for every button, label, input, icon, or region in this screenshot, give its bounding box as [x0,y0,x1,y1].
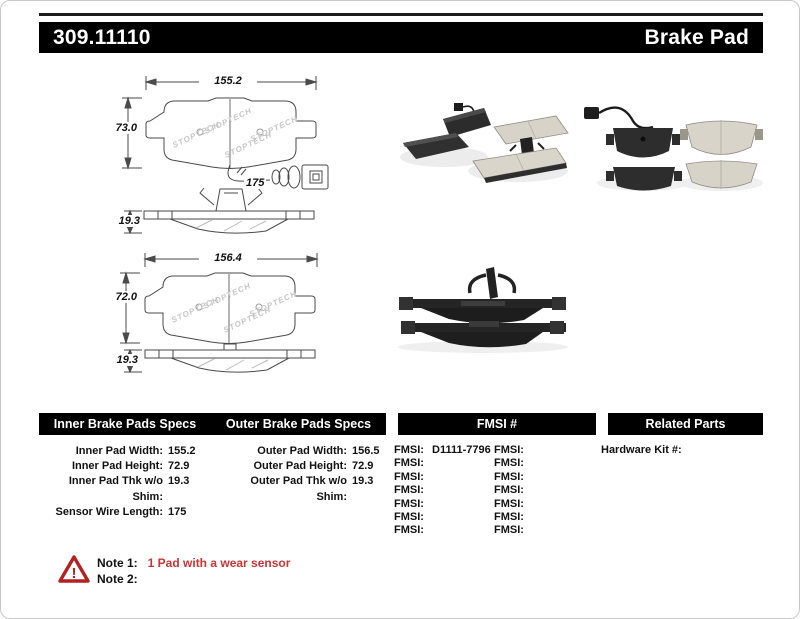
table-row [494,484,594,497]
inner-height-dim: 73.0 [97,122,139,134]
fmsi-label: FMSI: [494,511,524,524]
sensor-wire [599,108,653,129]
watermark-text: STOPTECH [222,304,273,335]
fmsi-label: FMSI: [494,497,524,510]
exclamation-glyph: ! [71,565,77,582]
fmsi-label: FMSI: [394,511,424,524]
watermark-text: STOPTECH [248,288,299,319]
spec-label: Sensor Wire Length: [55,505,163,518]
watermark-text: STOPTECH [223,129,274,160]
note-1-label: Note 1: [97,556,138,570]
watermark-text: STOPTECH [249,113,300,144]
fmsi-label: FMSI: [394,457,424,470]
table-row [394,444,494,457]
sensor-connector [302,165,328,189]
inner-width-dim: 155.2 [199,75,257,87]
table-row [494,511,594,524]
fmsi-column-2 [494,444,594,538]
page-title: Brake Pad [644,25,749,49]
fmsi-label: FMSI: [494,484,524,497]
outer-width-dim: 156.4 [199,252,257,264]
inner-specs-table [39,444,196,520]
watermark-text: STOPTECH [171,119,222,150]
fmsi-table [394,444,594,538]
table-row [394,524,494,537]
fmsi-label: FMSI: [394,524,424,537]
fmsi-label: FMSI: [394,497,424,510]
sensor-plug [454,103,463,111]
watermark-text: STOPTECH [170,294,221,325]
part-number: 309.11110 [53,25,151,49]
table-row [394,511,494,524]
table-row [494,471,594,484]
table-row [221,474,380,504]
spec-value: 19.3 [352,475,374,488]
related-parts-table [601,444,682,456]
note-1-text: 1 Pad with a wear sensor [147,556,291,570]
sensor-plug [584,107,599,119]
header-bar [39,22,763,53]
fmsi-label: FMSI: [494,524,524,537]
table-row [221,459,380,474]
spec-value: 19.3 [168,475,190,488]
outer-specs-table [221,444,380,505]
table-row [394,498,494,511]
note-1 [97,556,290,570]
spec-label: Outer Pad Width: [257,445,347,457]
table-row [394,457,494,470]
spec-label: Inner Pad Height: [71,460,163,473]
note-2 [97,572,148,586]
table-row [221,444,380,459]
note-2-label: Note 2: [97,572,138,586]
table-row [494,457,594,470]
inner-specs-header: Inner Brake Pads Specs [39,413,211,435]
table-row [39,505,196,520]
spec-label: Outer Pad Thk w/o Shim: [250,475,347,503]
table-row [39,444,196,459]
outer-thickness-dim: 19.3 [100,354,140,366]
table-row [494,498,594,511]
table-row [39,474,196,504]
fmsi-label: FMSI: [394,470,424,483]
table-row [394,471,494,484]
fmsi-label: FMSI: [494,457,524,470]
fmsi-value: D1111-7796 [432,444,491,456]
spec-value: 72.9 [168,460,190,473]
table-row [494,444,594,457]
pad-clip [486,267,498,299]
watermark-text: STOPTECH [203,105,254,136]
pad-photo-angled-set [396,99,571,194]
spec-label: Inner Pad Thk w/o Shim: [68,475,163,503]
fmsi-column-1 [394,444,494,538]
pad-photo-edge-set [391,259,576,354]
related-parts-header: Related Parts [608,413,763,435]
spec-label: Inner Pad Width: [75,445,163,457]
outer-specs-header: Outer Brake Pads Specs [211,413,386,435]
spec-value: 155.2 [168,445,196,457]
top-rule [39,13,763,16]
inner-thickness-dim: 19.3 [102,215,142,227]
fmsi-label: FMSI: [394,484,424,497]
sensor-wire-dim: 175 [246,177,265,189]
outer-height-dim: 72.0 [97,291,139,303]
table-row [494,524,594,537]
watermark-text: STOPTECH [202,280,253,311]
table-row [39,459,196,474]
related-part-label: Hardware Kit #: [601,444,682,456]
spec-value: 72.9 [352,460,374,473]
table-row [394,484,494,497]
pad-photo-grid-set [581,99,763,194]
fmsi-label: FMSI: [494,470,524,483]
fmsi-label: FMSI: [494,444,524,456]
warning-icon [58,554,90,584]
spec-label: Outer Pad Height: [253,460,347,473]
fmsi-header: FMSI # [398,413,596,435]
table-headers [39,413,763,435]
spec-value: 156.5 [352,445,380,457]
spec-value: 175 [168,505,187,518]
fmsi-label: FMSI: [394,444,424,456]
